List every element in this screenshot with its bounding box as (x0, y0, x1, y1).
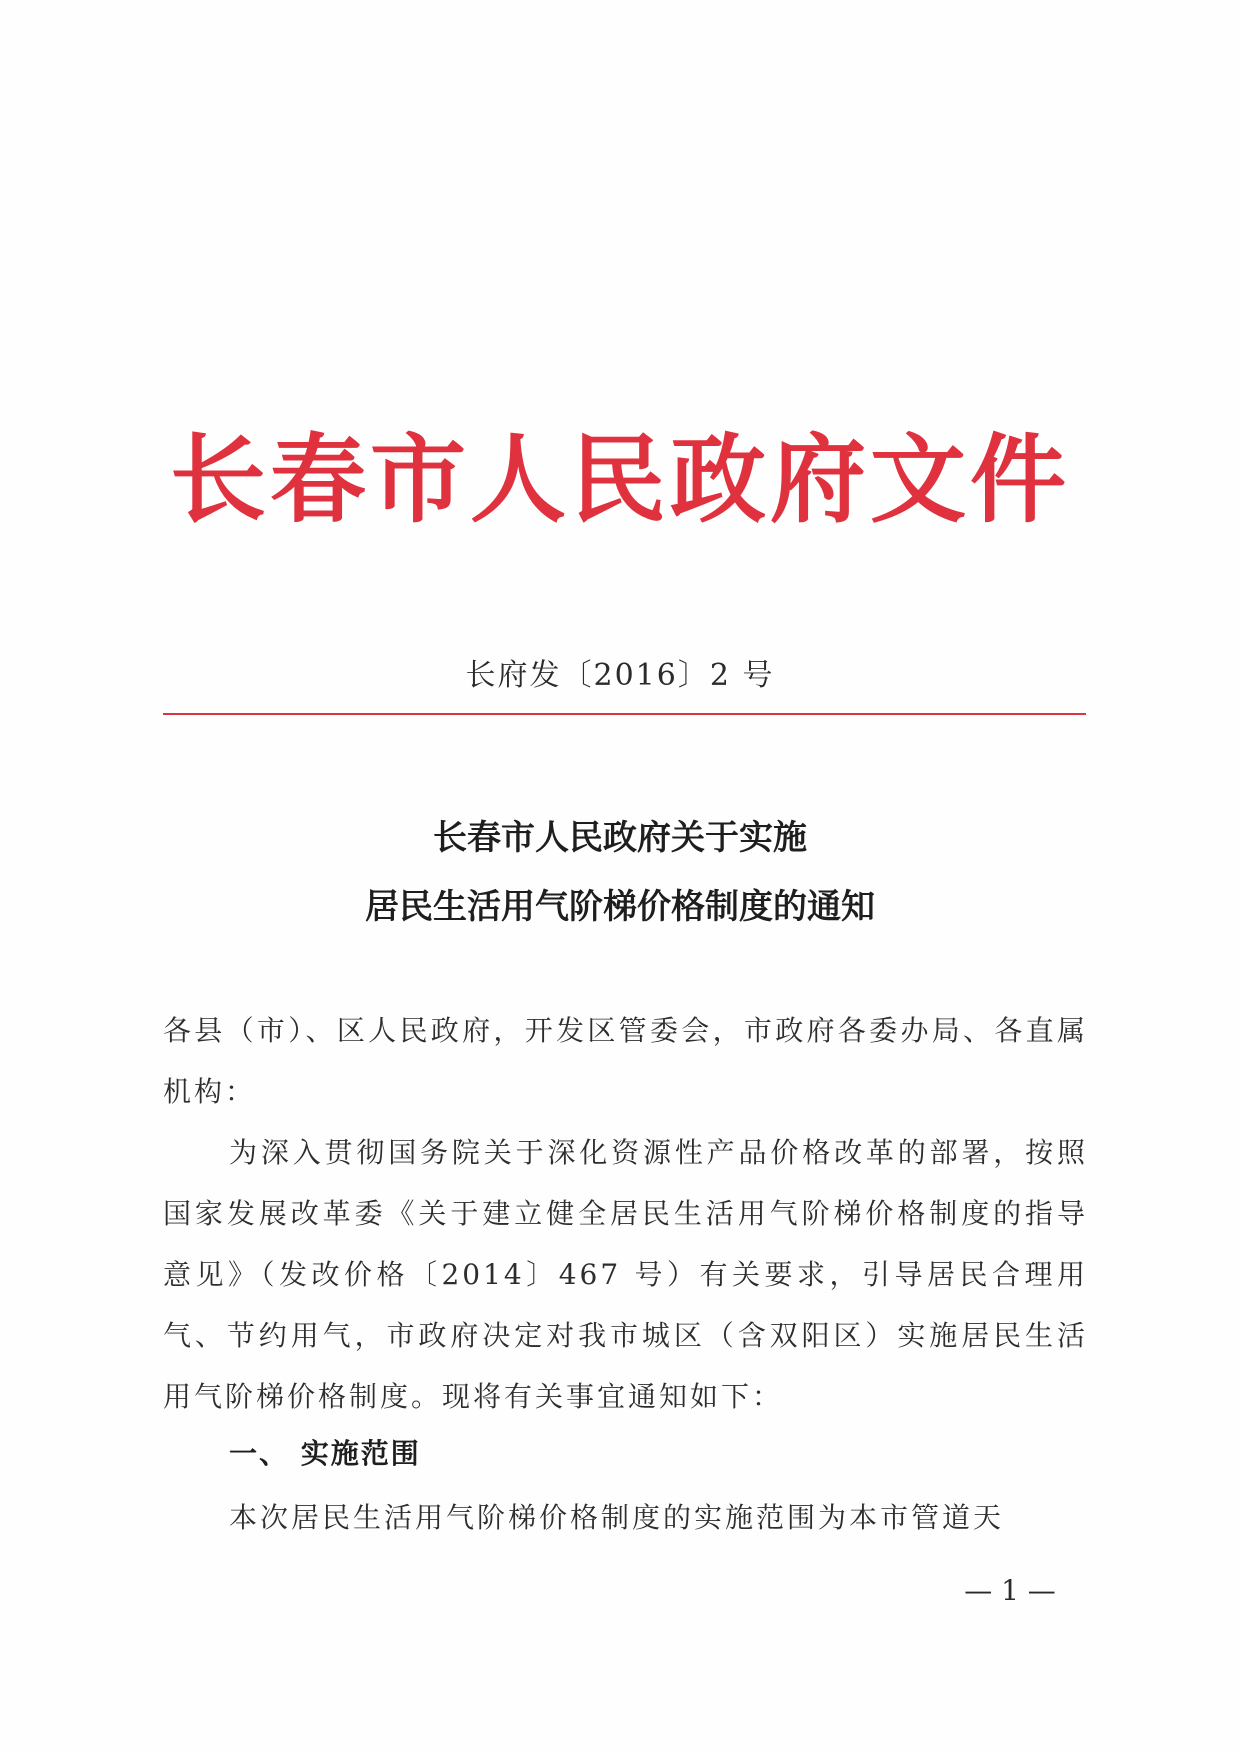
document-number: 长府发〔2016〕2 号 (465, 658, 775, 693)
section-1-heading: 一、 实施范围 (229, 1437, 421, 1470)
page-number: — 1 — (964, 1574, 1056, 1607)
masthead-divider (163, 713, 1086, 715)
body-paragraph-2: 本次居民生活用气阶梯价格制度的实施范围为本市管道天 (229, 1501, 1005, 1534)
document-title-line-2: 居民生活用气阶梯价格制度的通知 (365, 887, 875, 927)
document-title-line-1: 长春市人民政府关于实施 (433, 818, 807, 858)
document-masthead: 长春市人民政府文件 (170, 423, 1070, 536)
addressee: 各县（市）、区人民政府，开发区管委会，市政府各委办局、各直属机构： (163, 1014, 1088, 1108)
body-paragraph-1: 为深入贯彻国务院关于深化资源性产品价格改革的部署，按照国家发展改革委《关于建立健全居民生活用气阶梯价格制度的指导意见》（发改价格〔2014〕467 号）有关要求，引导居民合理用气、节约用气，市政府决定对我市城区（含双阳区）实施居民生活用气阶梯价格制度。现将有关事宜通知如下： (163, 1136, 1088, 1413)
